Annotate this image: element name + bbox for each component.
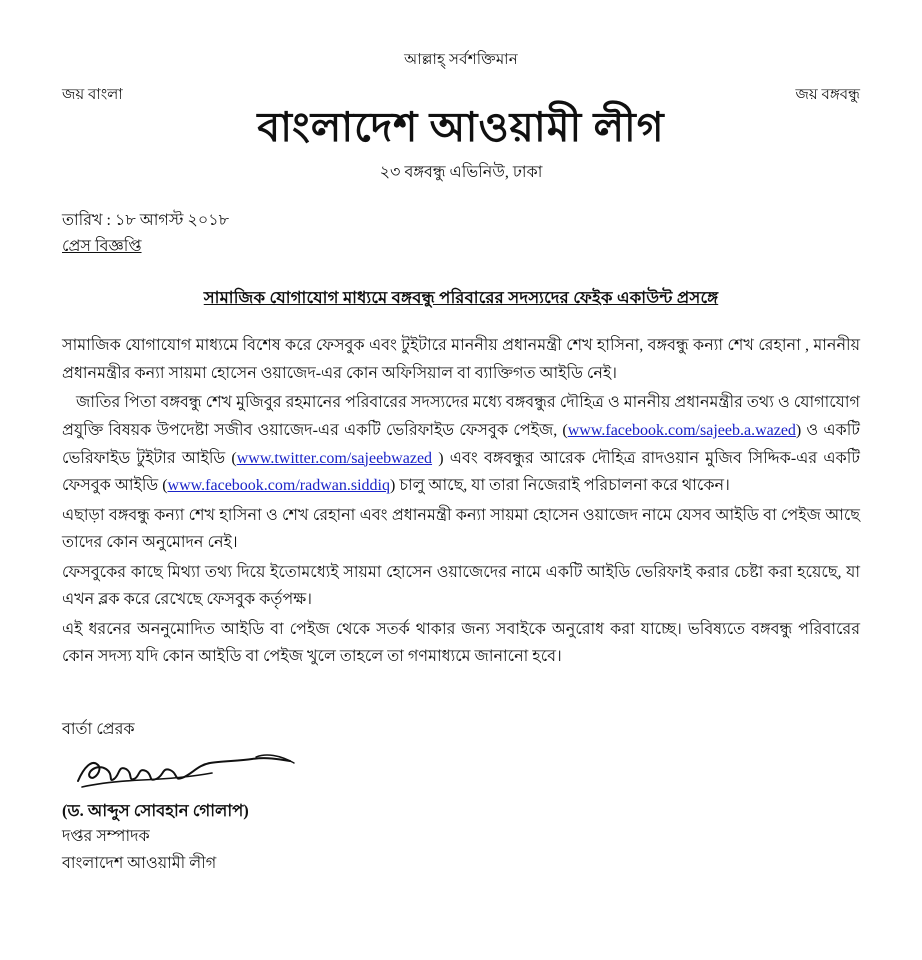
signatory-role: দপ্তর সম্পাদক (62, 828, 150, 846)
signatory-name: (ড. আব্দুস সোবহান গোলাপ) (62, 801, 249, 821)
paragraph-3: এছাড়া বঙ্গবন্ধু কন্যা শেখ হাসিনা ও শেখ রেহানা এবং প্রধানমন্ত্রী কন্যা সায়মা হোসেন ওয়াজেদ নামে যেসব আইডি বা পেইজ আছে তাদের কোন অনুমোদন নেই। (62, 506, 860, 552)
paragraph-2 (62, 389, 860, 499)
document-subject: সামাজিক যোগাযোগ মাধ্যমে বঙ্গবন্ধু পরিবারের সদস্যদের ফেইক একাউন্ট প্রসঙ্গে (203, 288, 719, 308)
date-block (62, 208, 860, 259)
paragraph-5: এই ধরনের অননুমোদিত আইডি বা পেইজ থেকে সতর্ক থাকার জন্য সবাইকে অনুরোধ করা যাচ্ছে। ভবিষ্যতে বঙ্গবন্ধু পরিবারের কোন সদস্য যদি কোন আইডি বা পেইজ খুলে তাহলে তা গণমাধ্যমে জানানো হবে। (62, 620, 860, 666)
press-release-label: প্রেস বিজ্ঞপ্তি (62, 237, 142, 255)
invocation-line: আল্লাহ্ সর্বশক্তিমান (404, 52, 518, 68)
paragraph-4: ফেসবুকের কাছে মিথ্যা তথ্য দিয়ে ইতোমধ্যেই সায়মা হোসেন ওয়াজেদের নামে একটি আইডি ভেরিফাই করার চেষ্টা করা হয়েছে, যা এখন ব্লক করে রেখেছে ফেসবুক কর্তৃপক্ষ। (62, 563, 860, 609)
handwritten-signature (70, 747, 300, 793)
document-body (62, 332, 860, 670)
organization-title: বাংলাদেশ আওয়ামী লীগ (257, 104, 665, 150)
slogan-right: জয় বঙ্গবন্ধু (795, 87, 860, 103)
paragraph-2-part-d: ) চালু আছে, যা তারা নিজেরাই পরিচালনা করে থাকেন। (389, 477, 730, 495)
twitter-sajeeb-link[interactable]: www.twitter.com/sajeebwazed (236, 449, 433, 467)
signatory-organization: বাংলাদেশ আওয়ামী লীগ (62, 854, 217, 872)
organization-address: ২৩ বঙ্গবন্ধু এভিনিউ, ঢাকা (379, 164, 543, 182)
date-line: তারিখ : ১৮ আগস্ট ২০১৮ (62, 212, 229, 230)
paragraph-1: সামাজিক যোগাযোগ মাধ্যমে বিশেষ করে ফেসবুক এবং টুইটারে মাননীয় প্রধানমন্ত্রী শেখ হাসিনা, বঙ্গবন্ধু কন্যা শেখ রেহানা , মাননীয় প্রধানমন্ত্রীর কন্যা সায়মা হোসেন ওয়াজেদ-এর কোন অফিসিয়াল বা ব্যাক্তিগত আইডি নেই। (62, 337, 860, 382)
paragraph-2-part-c: ) এবং বঙ্গবন্ধুর আরেক দৌহিত্র রাদওয়ান মুজিব সিদ্দিক-এর একটি ফেসবুক আইডি ( (62, 449, 860, 495)
paragraph-2-part-a: জাতির পিতা বঙ্গবন্ধু শেখ মুজিবুর রহমানের পরিবারের সদস্যদের মধ্যে বঙ্গবন্ধুর দৌহিত্র ও মাননীয় প্রধানমন্ত্রীর তথ্য ও যোগাযোগ প্রযুক্তি বিষয়ক উপদেষ্টা সজীব ওয়াজেদ-এর একটি ভেরিফাইড ফেসবুক পেইজ, ( (62, 394, 860, 439)
facebook-sajeeb-link[interactable]: www.facebook.com/sajeeb.a.wazed (567, 421, 796, 439)
paragraph-2-part-b: ) ও একটি ভেরিফাইড টুইটার আইডি ( (62, 421, 861, 467)
slogan-left: জয় বাংলা (62, 87, 123, 103)
sender-label: বার্তা প্রেরক (62, 720, 135, 738)
facebook-radwan-link[interactable]: www.facebook.com/radwan.siddiq (167, 477, 390, 495)
signature-block (62, 717, 860, 877)
